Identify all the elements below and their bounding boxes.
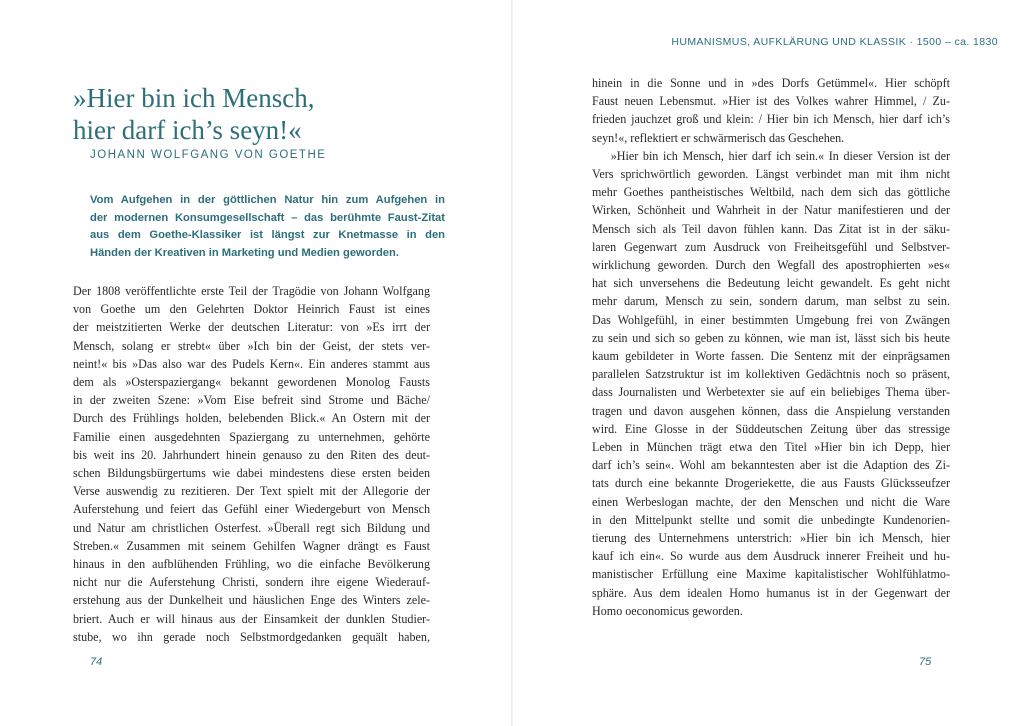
body-line: zu sein und sich so geben zu können, wie man ist, lässt sich bis heute — [592, 330, 950, 345]
body-line: parallelen Satzstruktur ist im kollektiven Gedächtnis noch so präsent, — [592, 367, 950, 382]
body-line: manistischer Erfüllung eine Maxime kapitalistischer Wohlfühlatmo- — [592, 567, 950, 582]
body-line: schen Bildungsbürgertums wie dabei mindestens diese ersten beiden — [73, 466, 430, 481]
body-line: sphäre. Aus dem idealen Homo humanus ist in der Gegenwart der — [592, 585, 950, 600]
title-line: hier darf ich’s seyn!« — [73, 115, 302, 145]
body-line: und Natur am christlichen Osterfest. »Überall regt sich Bildung und — [73, 520, 430, 535]
article-title — [73, 82, 473, 146]
body-line: neint!« bis »Das also war des Pudels Kern«. Ein anderes stammt aus — [73, 356, 430, 371]
body-line: Familie einen ausgedehnten Spaziergang zu unternehmen, gehörte — [73, 429, 430, 444]
body-line: erstehung aus der Dunkelheit und häuslichen Enge des Winters zele- — [73, 593, 430, 608]
body-line: kauf ich ein«. So wurde aus dem Ausdruck innerer Freiheit und hu- — [592, 549, 950, 564]
lead-line: aus dem Goethe-Klassiker ist längst zur Knetmasse in den — [90, 229, 445, 242]
body-line: bis weit ins 20. Jahrhundert hinein genauso zu den Riten des deut- — [73, 447, 430, 462]
body-line: mehr darum, Mensch zu sein, sondern darum, man selbst zu sein. — [592, 294, 950, 309]
body-line: kaum gebildeter in Worte fassen. Die Sentenz mit der einprägsamen — [592, 349, 950, 364]
lead-paragraph — [90, 192, 445, 262]
body-line: laren Gegenwart zum Ausdruck von Freiheitsgefühl und Selbstver- — [592, 239, 950, 254]
body-line: Homo oeconomicus geworden. — [592, 603, 743, 618]
body-line: wirklichung geworden. Durch den Wegfall des apostrophierten »es« — [592, 258, 950, 273]
running-head: HUMANISMUS, AUFKLÄRUNG UND KLASSIK · 1500 – ca. 1830 — [671, 36, 998, 48]
body-line: frieden jauchzet groß und klein: / Hier bin ich Mensch, hier darf ich’s — [592, 112, 950, 127]
body-line: dem als »Osterspaziergang« bekannt gewordenen Monolog Fausts — [73, 375, 430, 390]
left-body-text — [73, 282, 430, 646]
body-line: von Goethe um den Gelehrten Doktor Heinrich Faust ist eines — [73, 302, 430, 317]
lead-line: Vom Aufgehen in der göttlichen Natur hin zum Aufgehen in — [90, 194, 445, 206]
body-line: tragen und davon ausgehen können, dass die Anspielung verstanden — [592, 403, 950, 418]
body-line: seyn!«, reflektiert er schwärmerisch das Geschehen. — [592, 130, 845, 145]
body-line: Vers sprichwörtlich geworden. Längst verbindet man mit ihm nicht — [592, 167, 950, 182]
body-line: stube, wo ihn gerade noch Selbstmordgedanken gequält haben, — [73, 629, 430, 644]
body-line: hinaus in den aufblühenden Frühling, wo die einfache Bevölkerung — [73, 557, 430, 572]
body-line: dass Journalisten und Werbetexter sie auf ein beliebiges Thema über- — [592, 385, 950, 400]
body-line: mehr Goethes pantheistisches Weltbild, nach dem sich das göttliche — [592, 185, 950, 200]
right-page — [512, 0, 1024, 726]
body-line: tierung des Unternehmens unterstrich: »Hier bin ich Mensch, hier — [592, 531, 950, 546]
body-line: Durch des Frühlings holden, belebenden Blick.« An Ostern mit der — [73, 411, 430, 426]
page-number-right: 75 — [919, 656, 932, 668]
body-line: hat sich unversehens die Bedeutung leicht gewandelt. Es geht nicht — [592, 276, 950, 291]
body-line: einen Werbeslogan machte, der den Menschen und nicht die Ware — [592, 494, 950, 509]
body-line: Mensch, solang er strebt« über »Ich bin der Geist, der stets ver- — [73, 338, 430, 353]
body-line: hinein in die Sonne und in »des Dorfs Getümmel«. Hier schöpft — [592, 76, 950, 90]
body-line: tats durch eine bekannte Drogeriekette, die aus Fausts Glücksseufzer — [592, 476, 950, 491]
body-line: nicht nur die Auferstehung Christi, sondern ihre eigene Wiederauf- — [73, 575, 430, 590]
body-line: Wirken, Schönheit und Wahrheit in der Natur manifestieren und der — [592, 203, 950, 218]
body-line: Das Wohlgefühl, in einer bestimmten Umgebung frei von Zwängen — [592, 312, 950, 327]
body-line: briert. Auch er will hinaus aus der Einsamkeit der dunklen Studier- — [73, 611, 430, 626]
body-line: Faust neuen Lebensmut. »Hier ist des Volkes wahrer Himmel, / Zu- — [592, 94, 950, 109]
body-line: Mensch sich als Teil davon fühlen kann. Das Zitat ist in der säku- — [592, 221, 950, 236]
author-name: JOHANN WOLFGANG VON GOETHE — [90, 149, 327, 161]
right-body-text — [592, 74, 950, 620]
body-line: darf ich’s sein«. Wohl am bekanntesten aber ist die Adaption des Zi- — [592, 458, 950, 473]
title-line: »Hier bin ich Mensch, — [73, 83, 315, 113]
body-line: der meistzitierten Werke der deutschen Literatur: von »Es irrt der — [73, 320, 430, 335]
body-line: Leben in München trägt etwa den Titel »Hier bin ich Depp, hier — [592, 440, 950, 455]
body-line: Verse auswendig zu rezitieren. Der Text spielt mit der Allegorie der — [73, 484, 430, 499]
body-line: in der zweiten Szene: »Vom Eise befreit sind Strome und Bäche/ — [73, 393, 430, 408]
body-line: in den Mittelpunkt stellte und somit die unbedingte Kundenorien- — [592, 512, 950, 527]
lead-line: Händen der Kreativen in Marketing und Medien geworden. — [90, 246, 399, 259]
body-line: wird. Eine Glosse in der Süddeutschen Zeitung über das stressige — [592, 421, 950, 436]
lead-line: der modernen Konsumgesellschaft – das berühmte Faust-Zitat — [90, 211, 445, 224]
body-line: Der 1808 veröffentlichte erste Teil der Tragödie von Johann Wolfgang — [73, 284, 430, 298]
body-line: Auferstehung und feiert das Gefühl einer Wiedergeburt von Mensch — [73, 502, 430, 517]
body-line: »Hier bin ich Mensch, hier darf ich sein.« In dieser Version ist der — [592, 148, 950, 163]
body-line: Streben.« Zusammen mit seinem Gehilfen Wagner drängt es Faust — [73, 538, 430, 553]
page-number-left: 74 — [90, 656, 103, 668]
